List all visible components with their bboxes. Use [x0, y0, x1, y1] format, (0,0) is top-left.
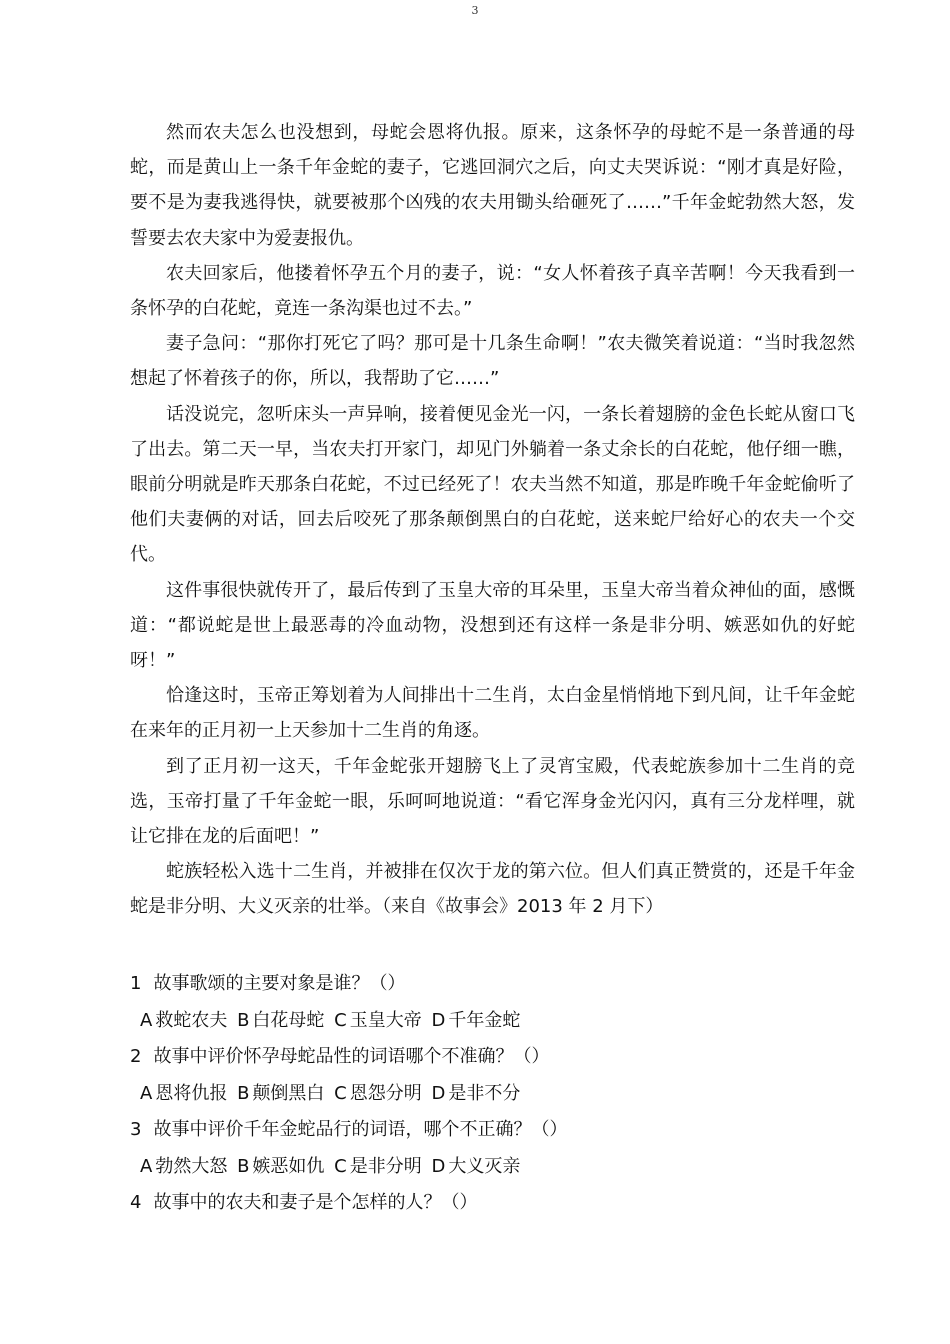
question-list [130, 966, 855, 1222]
option-letter: C [334, 1082, 347, 1104]
option-text: 大义灭亲 [448, 1155, 521, 1177]
question-text: 故事中评价怀孕母蛇品性的词语哪个不准确？（） [153, 1046, 550, 1067]
story-paragraph: 到了正月初一这天，千年金蛇张开翅膀飞上了灵宵宝殿，代表蛇族参加十二生肖的竞选，玉帝打量了千年金蛇一眼，乐呵呵地说道：“看它浑身金光闪闪，真有三分龙样哩，就让它排在龙的后面吧！” [130, 755, 855, 848]
question-text: 故事中的农夫和妻子是个怎样的人？（） [153, 1192, 478, 1213]
option-text: 嫉恶如仇 [252, 1155, 325, 1177]
story-paragraph: 农夫回家后，他搂着怀孕五个月的妻子，说：“女人怀着孩子真辛苦啊！今天我看到一条怀孕的白花蛇，竟连一条沟渠也过不去。” [130, 262, 855, 320]
option-letter: B [237, 1155, 250, 1177]
option-text: 恩怨分明 [349, 1082, 422, 1104]
question-3 [130, 1112, 855, 1149]
question-text: 故事歌颂的主要对象是谁？（） [153, 973, 406, 994]
story-paragraph: 妻子急问：“那你打死它了吗？那可是十几条生命啊！”农夫微笑着说道：“当时我忽然想起了怀着孩子的你，所以，我帮助了它……” [130, 333, 855, 390]
story-text [130, 115, 855, 925]
option-text: 玉皇大帝 [349, 1009, 422, 1031]
option-text: 是非分明 [349, 1155, 422, 1177]
question-3-options [130, 1149, 855, 1186]
question-4 [130, 1185, 855, 1222]
option-text: 勃然大怒 [155, 1155, 228, 1177]
question-number: 4 [130, 1192, 142, 1213]
option-letter: A [140, 1082, 153, 1104]
option-text: 颠倒黑白 [252, 1082, 325, 1104]
option-letter: D [431, 1155, 446, 1177]
page-number: 3 [471, 4, 479, 17]
option-text: 千年金蛇 [448, 1009, 521, 1031]
story-paragraph: 话没说完，忽听床头一声异响，接着便见金光一闪，一条长着翅膀的金色长蛇从窗口飞了出去。第二天一早，当农夫打开家门，却见门外躺着一条丈余长的白花蛇，他仔细一瞧，眼前分明就是昨天那条白花蛇，不过已经死了！农夫当然不知道，那是昨晚千年金蛇偷听了他们夫妻俩的对话，回去后咬死了那条颠倒黑白的白花蛇，送来蛇尸给好心的农夫一个交代。 [130, 403, 855, 566]
option-text: 是非不分 [448, 1082, 521, 1104]
question-2 [130, 1039, 855, 1076]
story-paragraph: 这件事很快就传开了，最后传到了玉皇大帝的耳朵里，玉皇大帝当着众神仙的面，感慨道：“都说蛇是世上最恶毒的冷血动物，没想到还有这样一条是非分明、嫉恶如仇的好蛇呀！” [130, 579, 855, 672]
story-paragraph: 然而农夫怎么也没想到，母蛇会恩将仇报。原来，这条怀孕的母蛇不是一条普通的母蛇，而是黄山上一条千年金蛇的妻子，它逃回洞穴之后，向丈夫哭诉说：“刚才真是好险，要不是为妻我逃得快，就要被那个凶残的农夫用锄头给砸死了……”千年金蛇勃然大怒，发誓要去农夫家中为爱妻报仇。 [130, 122, 855, 249]
option-letter: C [334, 1155, 347, 1177]
question-1-options [130, 1003, 855, 1040]
question-number: 3 [130, 1119, 142, 1140]
option-letter: B [237, 1082, 250, 1104]
option-letter: C [334, 1009, 347, 1031]
story-paragraph: 蛇族轻松入选十二生肖，并被排在仅次于龙的第六位。但人们真正赞赏的，还是千年金蛇是非分明、大义灭亲的壮举。（来自《故事会》2013 年 2 月下） [130, 861, 855, 918]
question-text: 故事中评价千年金蛇品行的词语，哪个不正确？（） [153, 1119, 568, 1140]
option-text: 救蛇农夫 [155, 1009, 228, 1031]
question-2-options [130, 1076, 855, 1113]
question-number: 2 [130, 1046, 142, 1067]
option-letter: D [431, 1009, 446, 1031]
option-text: 恩将仇报 [155, 1082, 228, 1104]
question-number: 1 [130, 973, 142, 994]
option-letter: A [140, 1155, 153, 1177]
option-letter: A [140, 1009, 153, 1031]
question-1 [130, 966, 855, 1003]
option-letter: B [237, 1009, 250, 1031]
option-text: 白花母蛇 [252, 1009, 325, 1031]
story-paragraph: 恰逢这时，玉帝正筹划着为人间排出十二生肖，太白金星悄悄地下到凡间，让千年金蛇在来年的正月初一上天参加十二生肖的角逐。 [130, 685, 855, 742]
option-letter: D [431, 1082, 446, 1104]
